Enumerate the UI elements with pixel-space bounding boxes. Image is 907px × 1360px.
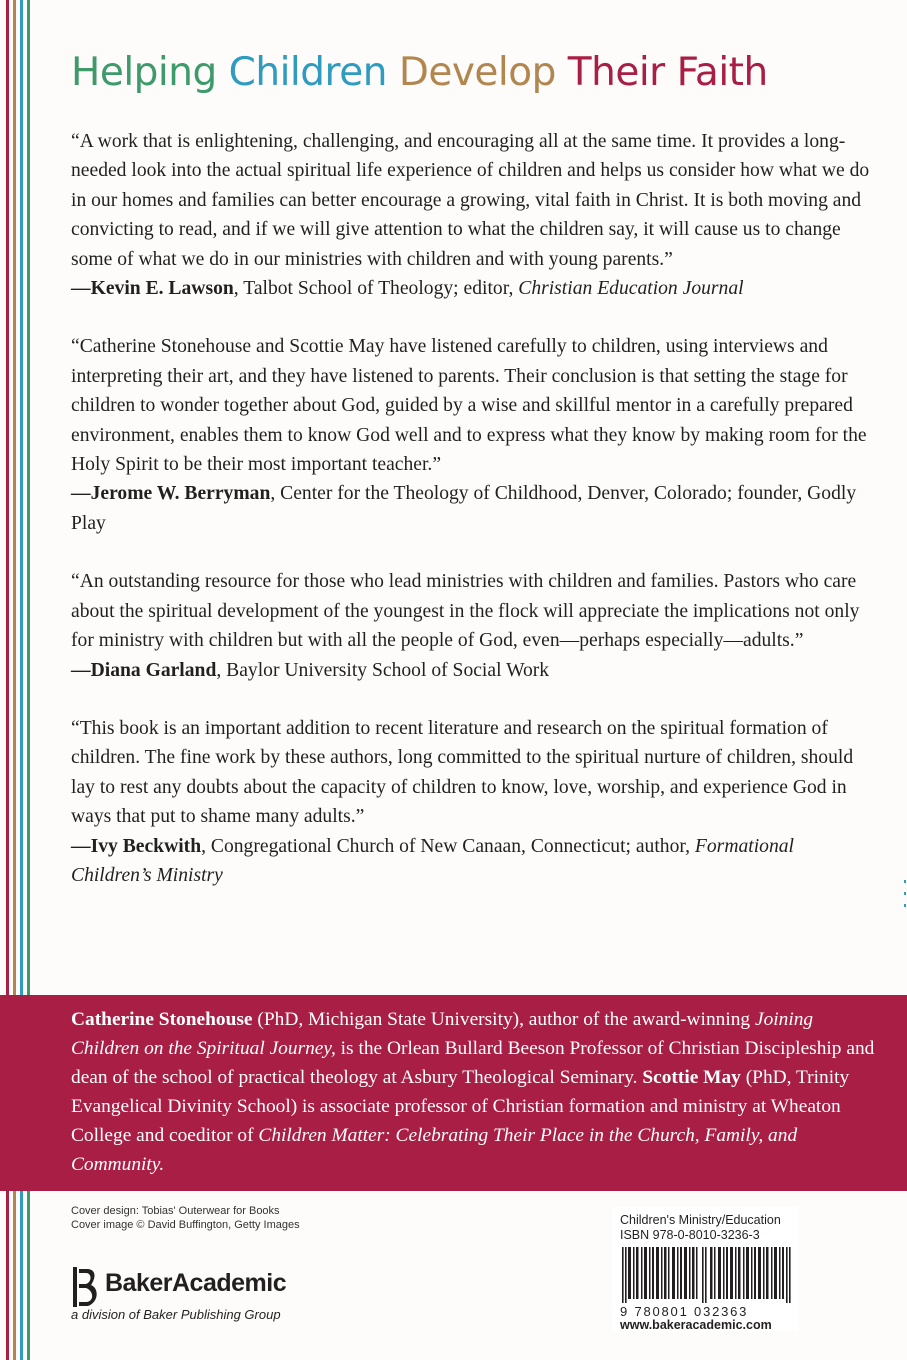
publisher-name: BakerAcademic	[105, 1269, 287, 1297]
isbn-number: ISBN 978-0-8010-3236-3	[620, 1228, 760, 1242]
isbn-block	[612, 1207, 798, 1331]
author-2-book: Children Matter: Celebrating Their Place in the Church, Family, and Community.	[71, 1125, 798, 1175]
author-bio-text	[71, 1005, 881, 1179]
endorsement-text: “An outstanding resource for those who lead ministries with children and families. Pastors who care about the spiritual development of the youngest in the flock will appreciate the implications not only for ministry with children but with all the people of God, even—perhaps especially—adults.”	[71, 571, 860, 652]
cover-credits	[71, 1204, 300, 1232]
author-2-credentials: (PhD, Trinity Evangelical Divinity School) is associate professor of Christian formation and ministry at Wheaton College and coeditor of	[71, 1067, 850, 1146]
endorsement-attribution	[71, 479, 871, 538]
endorsements	[71, 127, 871, 919]
endorser-name: —Diana Garland	[71, 659, 217, 681]
endorsement-text: “Catherine Stonehouse and Scottie May have listened carefully to children, using interviews and interpreting their art, and they have listened to parents. Their conclusion is that setting the stage for children to wonder together about God, guided by a wise and skillful mentor in a carefully prepared environment, enables them to know God well and to express what they know by making room for the Holy Spirit to be their most important teacher.”	[71, 336, 867, 476]
endorser-publication: Christian Education Journal	[518, 278, 744, 300]
endorser-affiliation: , Baylor University School of Social Work	[216, 659, 550, 681]
cover-design-credit: Cover design: Tobias' Outerwear for Books	[71, 1205, 280, 1217]
endorsement-text: “A work that is enlightening, challenging, and encouraging all at the same time. It provides a long-needed look into the actual spiritual life experience of children and helps us consider how what we do in our homes and families can better encourage a growing, vital faith in Christ. It is both moving and convicting to read, and if we will give attention to what the children say, it will cause us to change some of what we do in our ministries with children and with young parents.”	[71, 131, 870, 270]
endorser-affiliation: , Talbot School of Theology; editor,	[233, 278, 519, 300]
barcode-digits: 9 780801 032363	[620, 1304, 749, 1319]
publisher-website: www.bakeracademic.com	[620, 1318, 772, 1332]
author-2-name: Scottie May	[642, 1067, 741, 1088]
cover-title	[71, 50, 768, 95]
endorsement	[71, 332, 871, 538]
endorsement-text: “This book is an important addition to recent literature and research on the spiritual formation of children. The fine work by these authors, long committed to the spiritual nurture of children, should lay to rest any doubts about the capacity of children to know, love, worship, and experience God in ways that put to shame many adults.”	[71, 717, 854, 828]
publisher-division: a division of Baker Publishing Group	[71, 1307, 281, 1322]
title-word-3: Develop	[398, 50, 556, 95]
author-1-name: Catherine Stonehouse	[71, 1009, 253, 1030]
book-category: Children's Ministry/Education	[620, 1213, 781, 1227]
endorsement	[71, 567, 871, 685]
endorsement-attribution	[71, 656, 871, 685]
endorser-name: —Kevin E. Lawson	[71, 278, 234, 300]
endorsement	[71, 127, 871, 303]
title-word-2: Children	[228, 50, 387, 95]
endorsement-attribution	[71, 832, 871, 891]
title-word-1: Helping	[71, 50, 217, 95]
author-1-credentials: (PhD, Michigan State University), author of the award-winning	[252, 1009, 755, 1030]
endorsement	[71, 714, 871, 890]
endorser-affiliation: , Congregational Church of New Canaan, Connecticut; author,	[201, 835, 695, 857]
endorser-name: —Jerome W. Berryman	[71, 483, 271, 505]
baker-b-icon	[71, 1266, 101, 1308]
endorsement-attribution	[71, 274, 871, 303]
cover-image-credit: Cover image © David Buffington, Getty Images	[71, 1219, 300, 1231]
endorser-name: —Ivy Beckwith	[71, 835, 202, 857]
endorser-publication: Formational Children’s Ministry	[71, 835, 794, 886]
endorser-affiliation: , Center for the Theology of Childhood, Denver, Colorado; founder, Godly Play	[71, 483, 857, 534]
author-1-position: is the Orlean Bullard Beeson Professor of Christian Discipleship and dean of the school of practical theology at Asbury Theological Seminary.	[71, 1038, 875, 1088]
barcode-icon	[622, 1247, 792, 1303]
author-bio	[71, 1005, 881, 1179]
author-1-book: Joining Children on the Spiritual Journey,	[71, 1009, 814, 1059]
title-word-4: Their Faith	[567, 50, 768, 95]
